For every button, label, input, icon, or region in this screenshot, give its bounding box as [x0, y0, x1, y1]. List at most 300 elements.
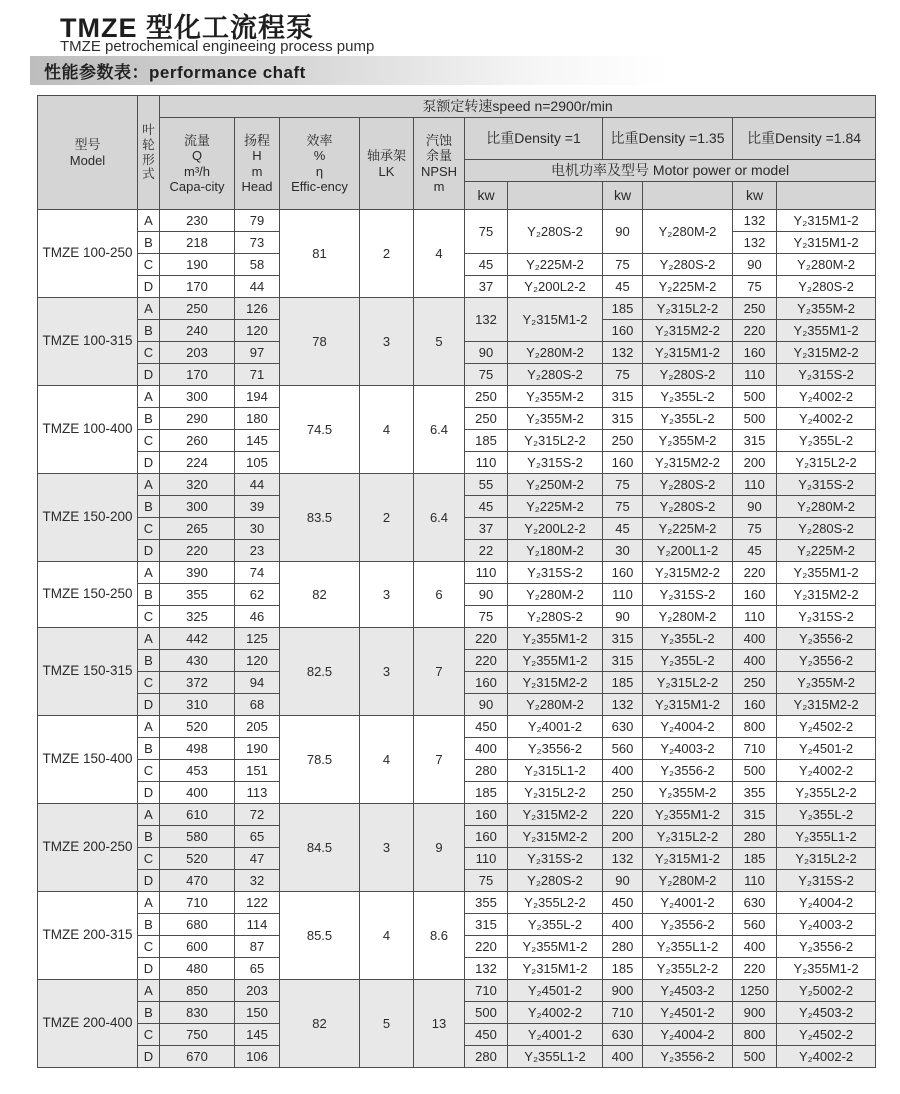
efficiency-cell: 83.5: [280, 474, 360, 562]
motor-model-cell-2: Y₂315M2-2: [643, 320, 733, 342]
flow-cell: 430: [160, 650, 235, 672]
motor-model-cell-2: Y₂3556-2: [643, 914, 733, 936]
header-density-135: 比重Density =1.35: [603, 118, 733, 160]
motor-model-cell-1: Y₂4002-2: [508, 1002, 603, 1024]
header-bearing-frame: 轴承架 LK: [360, 118, 414, 210]
npsh-cell: 6: [414, 562, 465, 628]
npsh-cell: 7: [414, 716, 465, 804]
motor-model-cell-2: Y₂200L1-2: [643, 540, 733, 562]
motor-kw-cell-3: 110: [733, 364, 777, 386]
motor-model-cell-2: Y₂355L-2: [643, 650, 733, 672]
motor-model-cell-1: Y₂355L-2: [508, 914, 603, 936]
header-kw-2: kw: [603, 182, 643, 210]
motor-model-cell-3: Y₂4501-2: [777, 738, 876, 760]
motor-kw-cell-3: 75: [733, 276, 777, 298]
flow-cell: 190: [160, 254, 235, 276]
impeller-type-cell: B: [138, 826, 160, 848]
motor-kw-cell-3: 500: [733, 386, 777, 408]
motor-model-cell-1: Y₂3556-2: [508, 738, 603, 760]
motor-kw-cell-2: 90: [603, 606, 643, 628]
motor-model-cell-2: Y₂355L-2: [643, 386, 733, 408]
header-kw-1: kw: [465, 182, 508, 210]
impeller-type-cell: D: [138, 1046, 160, 1068]
motor-kw-cell-3: 315: [733, 430, 777, 452]
motor-kw-cell-2: 90: [603, 870, 643, 892]
head-cell: 194: [235, 386, 280, 408]
performance-table: [37, 95, 876, 1068]
head-cell: 145: [235, 430, 280, 452]
motor-kw-cell-1: 110: [465, 562, 508, 584]
bearing-frame-cell: 3: [360, 562, 414, 628]
motor-kw-cell-1: 185: [465, 430, 508, 452]
motor-kw-cell-1: 160: [465, 826, 508, 848]
motor-model-cell-2: Y₂280S-2: [643, 474, 733, 496]
flow-cell: 203: [160, 342, 235, 364]
motor-kw-cell-1: 710: [465, 980, 508, 1002]
flow-cell: 250: [160, 298, 235, 320]
motor-kw-cell-1: 75: [465, 210, 508, 254]
motor-kw-cell-1: 55: [465, 474, 508, 496]
motor-kw-cell-1: 220: [465, 650, 508, 672]
impeller-type-cell: B: [138, 914, 160, 936]
motor-kw-cell-1: 220: [465, 936, 508, 958]
header-motor-model-2: [643, 182, 733, 210]
motor-kw-cell-2: 75: [603, 364, 643, 386]
flow-cell: 670: [160, 1046, 235, 1068]
header-flow: 流量 Q m³/h Capa-city: [160, 118, 235, 210]
motor-kw-cell-1: 280: [465, 1046, 508, 1068]
motor-kw-cell-1: 185: [465, 782, 508, 804]
motor-kw-cell-2: 400: [603, 914, 643, 936]
motor-kw-cell-3: 800: [733, 716, 777, 738]
impeller-type-cell: D: [138, 540, 160, 562]
impeller-type-cell: A: [138, 716, 160, 738]
motor-model-cell-3: Y₂4002-2: [777, 386, 876, 408]
motor-kw-cell-3: 1250: [733, 980, 777, 1002]
head-cell: 205: [235, 716, 280, 738]
motor-model-cell-2: Y₂355L-2: [643, 628, 733, 650]
motor-model-cell-1: Y₂200L2-2: [508, 518, 603, 540]
motor-model-cell-1: Y₂225M-2: [508, 496, 603, 518]
motor-model-cell-3: Y₂3556-2: [777, 650, 876, 672]
motor-kw-cell-2: 75: [603, 474, 643, 496]
motor-kw-cell-2: 132: [603, 694, 643, 716]
motor-kw-cell-3: 500: [733, 1046, 777, 1068]
motor-kw-cell-3: 250: [733, 672, 777, 694]
motor-model-cell-3: Y₂280S-2: [777, 518, 876, 540]
impeller-type-cell: A: [138, 804, 160, 826]
motor-kw-cell-3: 560: [733, 914, 777, 936]
efficiency-cell: 85.5: [280, 892, 360, 980]
table-row: [38, 716, 876, 738]
flow-cell: 850: [160, 980, 235, 1002]
motor-model-cell-2: Y₂315S-2: [643, 584, 733, 606]
head-cell: 73: [235, 232, 280, 254]
motor-kw-cell-2: 400: [603, 760, 643, 782]
motor-model-cell-1: Y₂315M2-2: [508, 672, 603, 694]
motor-model-cell-2: Y₂315M1-2: [643, 694, 733, 716]
motor-kw-cell-1: 250: [465, 408, 508, 430]
motor-model-cell-2: Y₂280M-2: [643, 210, 733, 254]
head-cell: 62: [235, 584, 280, 606]
header-head: 扬程 H m Head: [235, 118, 280, 210]
head-cell: 87: [235, 936, 280, 958]
flow-cell: 355: [160, 584, 235, 606]
head-cell: 44: [235, 474, 280, 496]
flow-cell: 310: [160, 694, 235, 716]
motor-kw-cell-3: 800: [733, 1024, 777, 1046]
impeller-type-cell: D: [138, 452, 160, 474]
head-cell: 65: [235, 958, 280, 980]
motor-kw-cell-2: 250: [603, 430, 643, 452]
impeller-type-cell: A: [138, 474, 160, 496]
flow-cell: 610: [160, 804, 235, 826]
bearing-frame-cell: 3: [360, 804, 414, 892]
motor-model-cell-3: Y₂4002-2: [777, 1046, 876, 1068]
npsh-cell: 6.4: [414, 386, 465, 474]
bearing-frame-cell: 3: [360, 628, 414, 716]
motor-kw-cell-3: 500: [733, 760, 777, 782]
head-cell: 120: [235, 320, 280, 342]
motor-kw-cell-2: 630: [603, 1024, 643, 1046]
flow-cell: 224: [160, 452, 235, 474]
head-cell: 180: [235, 408, 280, 430]
impeller-type-cell: C: [138, 254, 160, 276]
impeller-type-cell: A: [138, 562, 160, 584]
impeller-type-cell: B: [138, 584, 160, 606]
motor-kw-cell-1: 500: [465, 1002, 508, 1024]
flow-cell: 680: [160, 914, 235, 936]
impeller-type-cell: D: [138, 364, 160, 386]
motor-model-cell-3: Y₂315M2-2: [777, 342, 876, 364]
flow-cell: 300: [160, 386, 235, 408]
motor-model-cell-1: Y₂355M-2: [508, 386, 603, 408]
flow-cell: 520: [160, 848, 235, 870]
motor-model-cell-2: Y₂355M1-2: [643, 804, 733, 826]
motor-kw-cell-3: 160: [733, 694, 777, 716]
impeller-type-cell: C: [138, 342, 160, 364]
motor-kw-cell-2: 710: [603, 1002, 643, 1024]
head-cell: 106: [235, 1046, 280, 1068]
header-motor-model-1: [508, 182, 603, 210]
head-cell: 46: [235, 606, 280, 628]
motor-kw-cell-1: 400: [465, 738, 508, 760]
motor-model-cell-2: Y₂315M1-2: [643, 342, 733, 364]
flow-cell: 260: [160, 430, 235, 452]
motor-kw-cell-2: 630: [603, 716, 643, 738]
impeller-type-cell: C: [138, 1024, 160, 1046]
motor-model-cell-1: Y₂315S-2: [508, 848, 603, 870]
model-cell: TMZE 150-400: [38, 716, 138, 804]
header-kw-3: kw: [733, 182, 777, 210]
motor-kw-cell-3: 200: [733, 452, 777, 474]
motor-model-cell-2: Y₂4003-2: [643, 738, 733, 760]
bearing-frame-cell: 2: [360, 474, 414, 562]
motor-model-cell-1: Y₂200L2-2: [508, 276, 603, 298]
motor-kw-cell-2: 132: [603, 342, 643, 364]
head-cell: 105: [235, 452, 280, 474]
motor-model-cell-3: Y₂355M1-2: [777, 958, 876, 980]
efficiency-cell: 78: [280, 298, 360, 386]
motor-model-cell-3: Y₂4502-2: [777, 716, 876, 738]
motor-kw-cell-2: 160: [603, 452, 643, 474]
table-row: [38, 386, 876, 408]
motor-model-cell-2: Y₂225M-2: [643, 518, 733, 540]
motor-kw-cell-1: 37: [465, 276, 508, 298]
motor-model-cell-3: Y₂315M2-2: [777, 584, 876, 606]
impeller-type-cell: B: [138, 408, 160, 430]
motor-kw-cell-3: 132: [733, 210, 777, 232]
flow-cell: 520: [160, 716, 235, 738]
motor-kw-cell-1: 90: [465, 694, 508, 716]
motor-model-cell-1: Y₂280M-2: [508, 584, 603, 606]
head-cell: 94: [235, 672, 280, 694]
npsh-cell: 5: [414, 298, 465, 386]
motor-kw-cell-2: 110: [603, 584, 643, 606]
motor-kw-cell-3: 110: [733, 870, 777, 892]
impeller-type-cell: D: [138, 694, 160, 716]
motor-model-cell-1: Y₂315L1-2: [508, 760, 603, 782]
head-cell: 44: [235, 276, 280, 298]
motor-model-cell-1: Y₂315L2-2: [508, 782, 603, 804]
impeller-type-cell: B: [138, 650, 160, 672]
head-cell: 151: [235, 760, 280, 782]
head-cell: 47: [235, 848, 280, 870]
motor-model-cell-2: Y₂355M-2: [643, 430, 733, 452]
motor-model-cell-1: Y₂315M2-2: [508, 804, 603, 826]
impeller-type-cell: A: [138, 298, 160, 320]
motor-kw-cell-3: 90: [733, 254, 777, 276]
motor-kw-cell-2: 75: [603, 496, 643, 518]
head-cell: 23: [235, 540, 280, 562]
motor-kw-cell-1: 90: [465, 584, 508, 606]
flow-cell: 710: [160, 892, 235, 914]
motor-kw-cell-3: 315: [733, 804, 777, 826]
motor-model-cell-1: Y₂355M1-2: [508, 936, 603, 958]
flow-cell: 300: [160, 496, 235, 518]
efficiency-cell: 78.5: [280, 716, 360, 804]
motor-model-cell-2: Y₂4004-2: [643, 1024, 733, 1046]
impeller-type-cell: D: [138, 276, 160, 298]
flow-cell: 320: [160, 474, 235, 496]
motor-kw-cell-3: 400: [733, 936, 777, 958]
head-cell: 30: [235, 518, 280, 540]
motor-model-cell-1: Y₂315S-2: [508, 452, 603, 474]
motor-model-cell-3: Y₂315L2-2: [777, 848, 876, 870]
npsh-cell: 6.4: [414, 474, 465, 562]
bearing-frame-cell: 4: [360, 892, 414, 980]
npsh-cell: 13: [414, 980, 465, 1068]
motor-model-cell-2: Y₂315L2-2: [643, 672, 733, 694]
header-rated-speed: 泵额定转速speed n=2900r/min: [160, 96, 876, 118]
header-efficiency: 效率 % η Effic-ency: [280, 118, 360, 210]
motor-kw-cell-1: 110: [465, 452, 508, 474]
motor-kw-cell-3: 630: [733, 892, 777, 914]
header-density-1: 比重Density =1: [465, 118, 603, 160]
table-row: [38, 628, 876, 650]
motor-kw-cell-2: 200: [603, 826, 643, 848]
motor-model-cell-3: Y₂315S-2: [777, 474, 876, 496]
flow-cell: 750: [160, 1024, 235, 1046]
motor-model-cell-3: Y₂4004-2: [777, 892, 876, 914]
head-cell: 145: [235, 1024, 280, 1046]
motor-kw-cell-3: 90: [733, 496, 777, 518]
motor-model-cell-2: Y₂315L2-2: [643, 826, 733, 848]
motor-kw-cell-1: 315: [465, 914, 508, 936]
motor-kw-cell-1: 132: [465, 958, 508, 980]
npsh-cell: 9: [414, 804, 465, 892]
motor-kw-cell-1: 45: [465, 496, 508, 518]
motor-kw-cell-2: 45: [603, 518, 643, 540]
flow-cell: 830: [160, 1002, 235, 1024]
motor-model-cell-3: Y₂355L2-2: [777, 782, 876, 804]
motor-model-cell-1: Y₂280M-2: [508, 342, 603, 364]
header-impeller-type: 叶 轮 形 式: [138, 96, 160, 210]
motor-model-cell-1: Y₂355L1-2: [508, 1046, 603, 1068]
header-model: 型号 Model: [38, 96, 138, 210]
motor-model-cell-3: Y₂4002-2: [777, 408, 876, 430]
motor-model-cell-3: Y₂355L-2: [777, 804, 876, 826]
impeller-type-cell: B: [138, 320, 160, 342]
efficiency-cell: 82.5: [280, 628, 360, 716]
motor-kw-cell-2: 132: [603, 848, 643, 870]
impeller-type-cell: B: [138, 232, 160, 254]
head-cell: 74: [235, 562, 280, 584]
motor-kw-cell-3: 160: [733, 342, 777, 364]
page-title: TMZE 型化工流程泵: [60, 13, 314, 43]
motor-kw-cell-2: 315: [603, 408, 643, 430]
head-cell: 150: [235, 1002, 280, 1024]
head-cell: 58: [235, 254, 280, 276]
motor-model-cell-3: Y₂355L1-2: [777, 826, 876, 848]
model-cell: TMZE 200-315: [38, 892, 138, 980]
motor-kw-cell-3: 132: [733, 232, 777, 254]
flow-cell: 580: [160, 826, 235, 848]
motor-model-cell-3: Y₂355L-2: [777, 430, 876, 452]
impeller-type-cell: C: [138, 672, 160, 694]
bearing-frame-cell: 3: [360, 298, 414, 386]
motor-model-cell-3: Y₂315M1-2: [777, 210, 876, 232]
motor-kw-cell-1: 45: [465, 254, 508, 276]
npsh-cell: 8.6: [414, 892, 465, 980]
impeller-type-cell: B: [138, 738, 160, 760]
motor-kw-cell-2: 900: [603, 980, 643, 1002]
motor-kw-cell-3: 250: [733, 298, 777, 320]
motor-kw-cell-1: 110: [465, 848, 508, 870]
model-cell: TMZE 200-400: [38, 980, 138, 1068]
motor-model-cell-2: Y₂355M-2: [643, 782, 733, 804]
motor-model-cell-1: Y₂280S-2: [508, 606, 603, 628]
motor-model-cell-1: Y₂225M-2: [508, 254, 603, 276]
motor-model-cell-2: Y₂225M-2: [643, 276, 733, 298]
flow-cell: 240: [160, 320, 235, 342]
model-cell: TMZE 100-250: [38, 210, 138, 298]
npsh-cell: 7: [414, 628, 465, 716]
impeller-type-cell: D: [138, 782, 160, 804]
bearing-frame-cell: 2: [360, 210, 414, 298]
motor-kw-cell-3: 75: [733, 518, 777, 540]
header-density-184: 比重Density =1.84: [733, 118, 876, 160]
motor-model-cell-3: Y₂355M1-2: [777, 562, 876, 584]
flow-cell: 498: [160, 738, 235, 760]
efficiency-cell: 74.5: [280, 386, 360, 474]
motor-kw-cell-2: 45: [603, 276, 643, 298]
motor-model-cell-3: Y₂4502-2: [777, 1024, 876, 1046]
model-cell: TMZE 150-250: [38, 562, 138, 628]
head-cell: 125: [235, 628, 280, 650]
motor-model-cell-2: Y₂280S-2: [643, 364, 733, 386]
motor-kw-cell-2: 75: [603, 254, 643, 276]
head-cell: 120: [235, 650, 280, 672]
motor-kw-cell-3: 110: [733, 474, 777, 496]
motor-model-cell-2: Y₂4501-2: [643, 1002, 733, 1024]
motor-kw-cell-1: 250: [465, 386, 508, 408]
table-row: [38, 298, 876, 320]
motor-kw-cell-2: 30: [603, 540, 643, 562]
motor-model-cell-2: Y₂355L1-2: [643, 936, 733, 958]
motor-model-cell-3: Y₂355M-2: [777, 298, 876, 320]
motor-kw-cell-2: 560: [603, 738, 643, 760]
motor-kw-cell-2: 450: [603, 892, 643, 914]
motor-kw-cell-3: 500: [733, 408, 777, 430]
motor-model-cell-3: Y₂280M-2: [777, 254, 876, 276]
motor-kw-cell-2: 185: [603, 958, 643, 980]
head-cell: 190: [235, 738, 280, 760]
motor-kw-cell-3: 110: [733, 606, 777, 628]
motor-model-cell-3: Y₂225M-2: [777, 540, 876, 562]
model-cell: TMZE 100-400: [38, 386, 138, 474]
head-cell: 114: [235, 914, 280, 936]
motor-kw-cell-1: 220: [465, 628, 508, 650]
page-subtitle: TMZE petrochemical engineeing process pump: [60, 38, 375, 55]
table-row: [38, 474, 876, 496]
flow-cell: 600: [160, 936, 235, 958]
flow-cell: 470: [160, 870, 235, 892]
motor-kw-cell-1: 132: [465, 298, 508, 342]
flow-cell: 372: [160, 672, 235, 694]
motor-model-cell-2: Y₂280S-2: [643, 496, 733, 518]
motor-model-cell-1: Y₂315M2-2: [508, 826, 603, 848]
bearing-frame-cell: 4: [360, 386, 414, 474]
table-row: [38, 804, 876, 826]
head-cell: 32: [235, 870, 280, 892]
motor-model-cell-2: Y₂315M2-2: [643, 452, 733, 474]
motor-model-cell-3: Y₂3556-2: [777, 936, 876, 958]
motor-model-cell-2: Y₂280S-2: [643, 254, 733, 276]
motor-model-cell-2: Y₂280M-2: [643, 606, 733, 628]
motor-kw-cell-1: 355: [465, 892, 508, 914]
head-cell: 122: [235, 892, 280, 914]
motor-kw-cell-1: 75: [465, 870, 508, 892]
table-header: [38, 96, 876, 210]
efficiency-cell: 81: [280, 210, 360, 298]
motor-model-cell-3: Y₂5002-2: [777, 980, 876, 1002]
flow-cell: 220: [160, 540, 235, 562]
head-cell: 71: [235, 364, 280, 386]
table-row: [38, 562, 876, 584]
impeller-type-cell: C: [138, 848, 160, 870]
motor-kw-cell-3: 710: [733, 738, 777, 760]
motor-kw-cell-1: 450: [465, 1024, 508, 1046]
motor-model-cell-1: Y₂315M1-2: [508, 298, 603, 342]
impeller-type-cell: D: [138, 870, 160, 892]
motor-model-cell-1: Y₂4001-2: [508, 716, 603, 738]
motor-kw-cell-3: 355: [733, 782, 777, 804]
head-cell: 97: [235, 342, 280, 364]
motor-model-cell-3: Y₂315S-2: [777, 364, 876, 386]
motor-kw-cell-2: 315: [603, 386, 643, 408]
motor-kw-cell-2: 400: [603, 1046, 643, 1068]
